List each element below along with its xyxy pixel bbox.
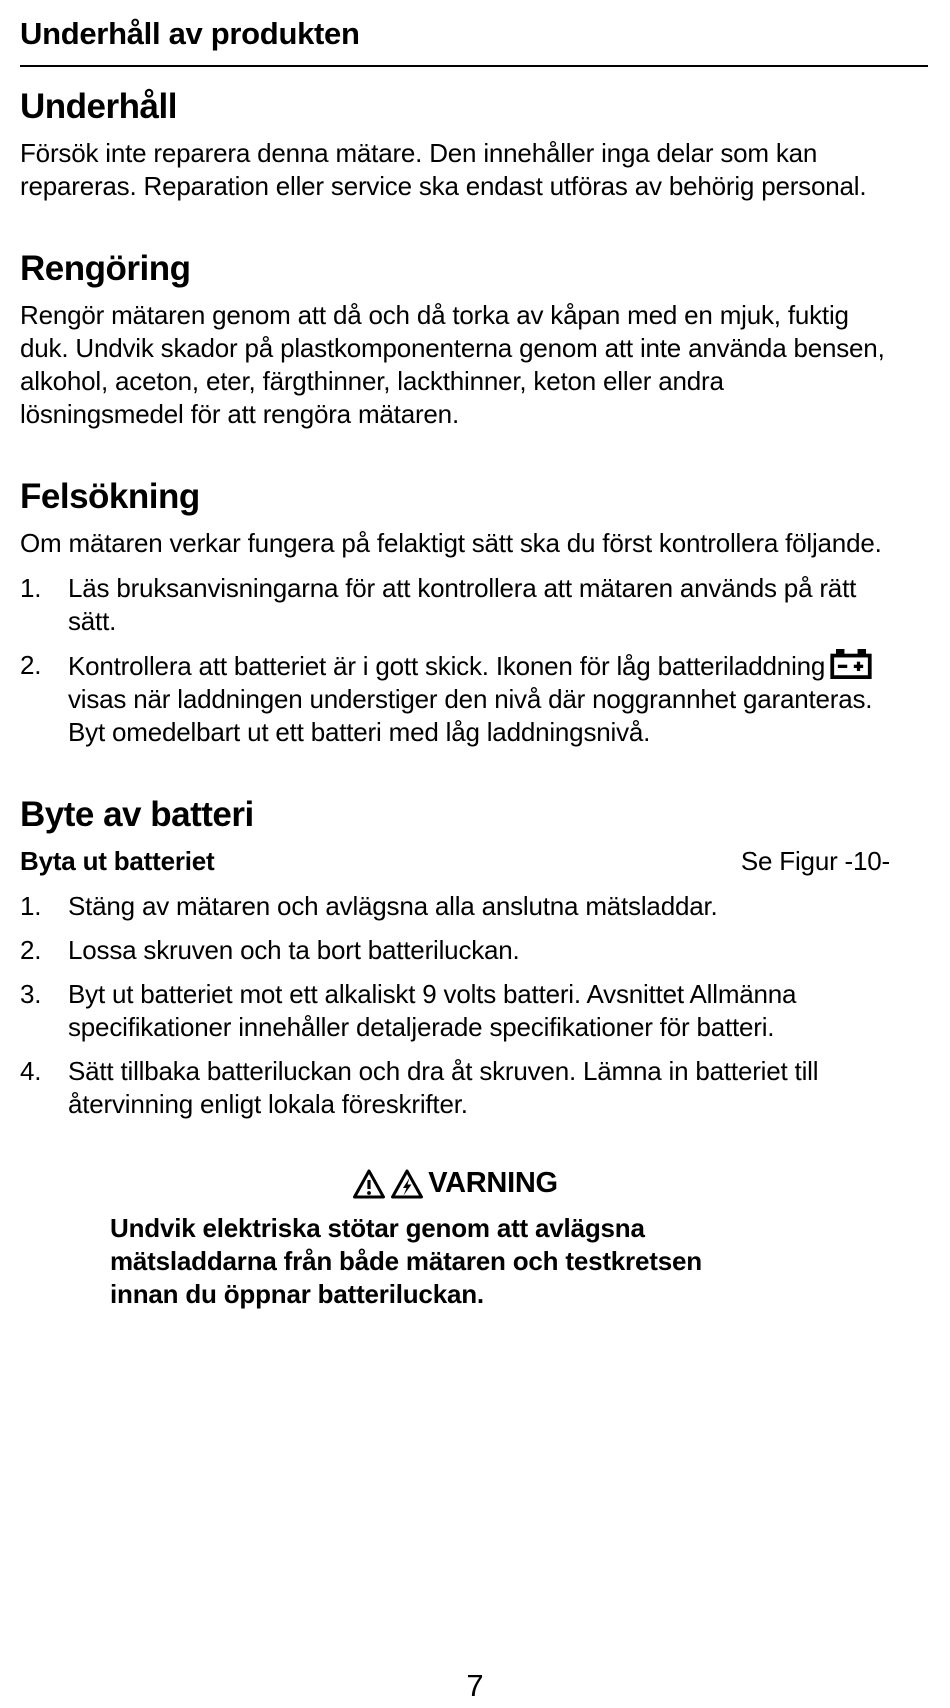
list-item-number: 3. (20, 979, 42, 1009)
warning-heading (20, 1167, 890, 1200)
section-heading-rengoring: Rengöring (20, 249, 191, 288)
list-item-number: 2. (20, 650, 42, 680)
page-header-title: Underhåll av produkten (20, 16, 360, 51)
list-item-text-after-icon: visas när laddningen understiger den nivå där noggrannhet garanteras. Byt omedelbart ut ett batteri med låg laddningsnivå. (68, 684, 873, 747)
list-item (20, 890, 890, 923)
list-item-text: Stäng av mätaren och avlägsna alla anslutna mätsladdar. (68, 891, 718, 921)
warning-block (20, 1167, 890, 1311)
list-item-text: Sätt tillbaka batteriluckan och dra åt skruven. Lämna in batteriet till återvinning enligt lokala föreskrifter. (68, 1056, 819, 1119)
felsokning-list (20, 572, 890, 749)
section-intro-felsokning: Om mätaren verkar fungera på felaktigt sätt ska du först kontrollera följande. (20, 528, 882, 558)
section-heading-byte-av-batteri: Byte av batteri (20, 795, 254, 834)
subheading-byta-ut-batteriet: Byta ut batteriet (20, 846, 215, 876)
list-item (20, 572, 890, 638)
section-byte-av-batteri (20, 795, 890, 1311)
list-item-number: 1. (20, 891, 42, 921)
list-item (20, 1055, 890, 1121)
list-item-text: Lossa skruven och ta bort batteriluckan. (68, 935, 520, 965)
subheading-row (20, 845, 890, 878)
page-header (20, 16, 890, 67)
warning-triangle-exclamation-icon (352, 1168, 386, 1200)
low-battery-icon (829, 649, 873, 679)
section-body-underhall: Försök inte reparera denna mätare. Den innehåller inga delar som kan repareras. Reparation eller service ska endast utföras av behörig personal. (20, 138, 867, 201)
byte-av-batteri-list (20, 890, 890, 1121)
list-item-number: 2. (20, 935, 42, 965)
list-item-text (68, 649, 890, 749)
section-heading-underhall: Underhåll (20, 87, 177, 126)
list-item-text: Byt ut batteriet mot ett alkaliskt 9 volts batteri. Avsnittet Allmänna specifikationer innehåller detaljerade specifikationer för batteri. (68, 979, 797, 1042)
list-item (20, 978, 890, 1044)
header-rule (20, 65, 928, 67)
list-item (20, 934, 890, 967)
list-item (20, 649, 890, 749)
list-item-number: 4. (20, 1056, 42, 1086)
figure-reference: Se Figur -10- (740, 846, 890, 876)
warning-text: Undvik elektriska stötar genom att avlägsna mätsladdarna från både mätaren och testkretsen innan du öppnar batteriluckan. (110, 1213, 702, 1309)
section-body-rengoring: Rengör mätaren genom att då och då torka av kåpan med en mjuk, fuktig duk. Undvik skador på plastkomponenterna genom att inte använda bensen, alkohol, aceton, eter, färgthinner, lackthinner, keton eller andra lösningsmedel för att rengöra mätaren. (20, 300, 885, 429)
section-underhall (20, 87, 890, 203)
section-felsokning (20, 477, 890, 749)
warning-triangle-lightning-icon (390, 1168, 424, 1200)
list-item-text-before-icon: Kontrollera att batteriet är i gott skick. Ikonen för låg batteriladdning (68, 651, 826, 681)
warning-label: VARNING (428, 1167, 558, 1199)
section-rengoring (20, 249, 890, 431)
list-item-number: 1. (20, 573, 42, 603)
page-number: 7 (466, 1668, 484, 1703)
section-heading-felsokning: Felsökning (20, 477, 200, 516)
list-item-text: Läs bruksanvisningarna för att kontrollera att mätaren används på rätt sätt. (68, 573, 857, 636)
